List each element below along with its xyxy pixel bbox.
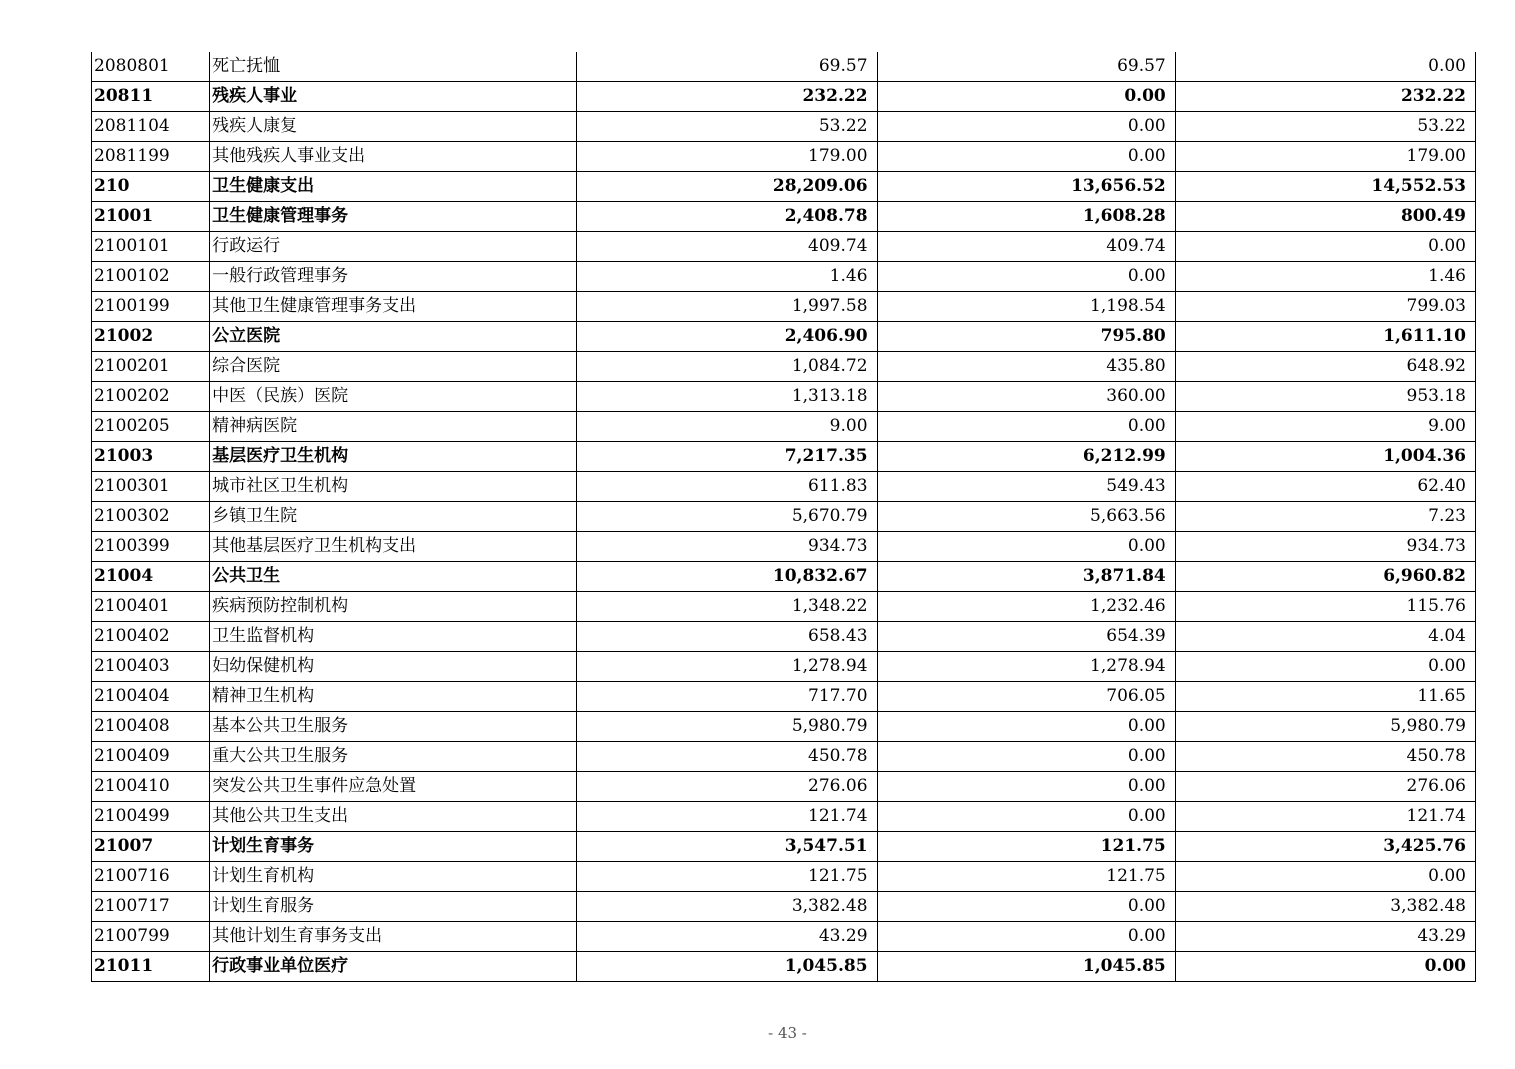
- subject-code-cell: 2100201: [92, 352, 210, 382]
- subject-name-cell: 其他残疾人事业支出: [210, 142, 577, 172]
- total-amount-cell: 1.46: [577, 262, 877, 292]
- subject-code-cell: 21003: [92, 442, 210, 472]
- subject-name-cell: 重大公共卫生服务: [210, 742, 577, 772]
- subject-code-cell: 2100205: [92, 412, 210, 442]
- basic-expense-cell: 1,608.28: [877, 202, 1175, 232]
- total-amount-cell: 2,406.90: [577, 322, 877, 352]
- basic-expense-cell: 654.39: [877, 622, 1175, 652]
- subject-name-cell: 卫生健康管理事务: [210, 202, 577, 232]
- subject-name-cell: 一般行政管理事务: [210, 262, 577, 292]
- subject-name-cell: 城市社区卫生机构: [210, 472, 577, 502]
- project-expense-cell: 0.00: [1175, 862, 1475, 892]
- subject-code-cell: 2100401: [92, 592, 210, 622]
- project-expense-cell: 62.40: [1175, 472, 1475, 502]
- subject-code-cell: 2100199: [92, 292, 210, 322]
- table-row: [92, 142, 1476, 172]
- subject-name-cell: 公共卫生: [210, 562, 577, 592]
- project-expense-cell: 6,960.82: [1175, 562, 1475, 592]
- subject-code-cell: 20811: [92, 82, 210, 112]
- subject-code-cell: 2100402: [92, 622, 210, 652]
- project-expense-cell: 934.73: [1175, 532, 1475, 562]
- subject-code-cell: 2100717: [92, 892, 210, 922]
- subject-code-cell: 2100410: [92, 772, 210, 802]
- subject-code-cell: 2100101: [92, 232, 210, 262]
- total-amount-cell: 121.74: [577, 802, 877, 832]
- table-row: [92, 502, 1476, 532]
- table-row: [92, 292, 1476, 322]
- subject-code-cell: 21002: [92, 322, 210, 352]
- project-expense-cell: 1.46: [1175, 262, 1475, 292]
- total-amount-cell: 276.06: [577, 772, 877, 802]
- table-row: [92, 472, 1476, 502]
- subject-name-cell: 精神卫生机构: [210, 682, 577, 712]
- basic-expense-cell: 1,198.54: [877, 292, 1175, 322]
- total-amount-cell: 1,997.58: [577, 292, 877, 322]
- subject-name-cell: 精神病医院: [210, 412, 577, 442]
- subject-name-cell: 其他计划生育事务支出: [210, 922, 577, 952]
- subject-code-cell: 2100399: [92, 532, 210, 562]
- project-expense-cell: 115.76: [1175, 592, 1475, 622]
- table-row: [92, 112, 1476, 142]
- total-amount-cell: 7,217.35: [577, 442, 877, 472]
- basic-expense-cell: 0.00: [877, 262, 1175, 292]
- table-row: [92, 652, 1476, 682]
- project-expense-cell: 450.78: [1175, 742, 1475, 772]
- subject-code-cell: 2100302: [92, 502, 210, 532]
- project-expense-cell: 4.04: [1175, 622, 1475, 652]
- basic-expense-cell: 706.05: [877, 682, 1175, 712]
- table-row: [92, 172, 1476, 202]
- project-expense-cell: 953.18: [1175, 382, 1475, 412]
- basic-expense-cell: 5,663.56: [877, 502, 1175, 532]
- subject-name-cell: 基层医疗卫生机构: [210, 442, 577, 472]
- table-row: [92, 562, 1476, 592]
- table-row: [92, 772, 1476, 802]
- table-row: [92, 262, 1476, 292]
- basic-expense-cell: 69.57: [877, 52, 1175, 82]
- subject-code-cell: 2100409: [92, 742, 210, 772]
- subject-name-cell: 卫生监督机构: [210, 622, 577, 652]
- subject-code-cell: 2100408: [92, 712, 210, 742]
- subject-code-cell: 2100301: [92, 472, 210, 502]
- subject-name-cell: 公立医院: [210, 322, 577, 352]
- subject-code-cell: 2100202: [92, 382, 210, 412]
- total-amount-cell: 3,547.51: [577, 832, 877, 862]
- project-expense-cell: 232.22: [1175, 82, 1475, 112]
- basic-expense-cell: 0.00: [877, 772, 1175, 802]
- subject-code-cell: 2100403: [92, 652, 210, 682]
- project-expense-cell: 53.22: [1175, 112, 1475, 142]
- project-expense-cell: 800.49: [1175, 202, 1475, 232]
- project-expense-cell: 0.00: [1175, 232, 1475, 262]
- basic-expense-cell: 795.80: [877, 322, 1175, 352]
- subject-code-cell: 21007: [92, 832, 210, 862]
- total-amount-cell: 43.29: [577, 922, 877, 952]
- table-row: [92, 322, 1476, 352]
- basic-expense-cell: 1,045.85: [877, 952, 1175, 982]
- project-expense-cell: 121.74: [1175, 802, 1475, 832]
- budget-table: [91, 52, 1476, 982]
- table-row: [92, 802, 1476, 832]
- total-amount-cell: 1,348.22: [577, 592, 877, 622]
- subject-code-cell: 2100102: [92, 262, 210, 292]
- project-expense-cell: 276.06: [1175, 772, 1475, 802]
- subject-name-cell: 计划生育机构: [210, 862, 577, 892]
- total-amount-cell: 717.70: [577, 682, 877, 712]
- subject-name-cell: 行政运行: [210, 232, 577, 262]
- subject-code-cell: 2100716: [92, 862, 210, 892]
- subject-code-cell: 2100404: [92, 682, 210, 712]
- basic-expense-cell: 0.00: [877, 412, 1175, 442]
- basic-expense-cell: 1,278.94: [877, 652, 1175, 682]
- subject-name-cell: 其他基层医疗卫生机构支出: [210, 532, 577, 562]
- basic-expense-cell: 0.00: [877, 712, 1175, 742]
- subject-name-cell: 计划生育服务: [210, 892, 577, 922]
- subject-name-cell: 死亡抚恤: [210, 52, 577, 82]
- project-expense-cell: 7.23: [1175, 502, 1475, 532]
- project-expense-cell: 179.00: [1175, 142, 1475, 172]
- total-amount-cell: 9.00: [577, 412, 877, 442]
- total-amount-cell: 3,382.48: [577, 892, 877, 922]
- subject-name-cell: 突发公共卫生事件应急处置: [210, 772, 577, 802]
- basic-expense-cell: 435.80: [877, 352, 1175, 382]
- table-row: [92, 922, 1476, 952]
- subject-name-cell: 计划生育事务: [210, 832, 577, 862]
- subject-name-cell: 基本公共卫生服务: [210, 712, 577, 742]
- project-expense-cell: 0.00: [1175, 952, 1475, 982]
- table-row: [92, 742, 1476, 772]
- table-row: [92, 232, 1476, 262]
- project-expense-cell: 648.92: [1175, 352, 1475, 382]
- basic-expense-cell: 0.00: [877, 892, 1175, 922]
- basic-expense-cell: 1,232.46: [877, 592, 1175, 622]
- table-row: [92, 952, 1476, 982]
- subject-name-cell: 残疾人康复: [210, 112, 577, 142]
- subject-name-cell: 行政事业单位医疗: [210, 952, 577, 982]
- total-amount-cell: 121.75: [577, 862, 877, 892]
- table-row: [92, 202, 1476, 232]
- budget-table-body: [92, 52, 1476, 982]
- basic-expense-cell: 409.74: [877, 232, 1175, 262]
- subject-code-cell: 2080801: [92, 52, 210, 82]
- subject-name-cell: 乡镇卫生院: [210, 502, 577, 532]
- basic-expense-cell: 0.00: [877, 142, 1175, 172]
- table-row: [92, 832, 1476, 862]
- project-expense-cell: 1,611.10: [1175, 322, 1475, 352]
- table-row: [92, 52, 1476, 82]
- basic-expense-cell: 0.00: [877, 922, 1175, 952]
- total-amount-cell: 1,313.18: [577, 382, 877, 412]
- subject-name-cell: 妇幼保健机构: [210, 652, 577, 682]
- total-amount-cell: 1,084.72: [577, 352, 877, 382]
- basic-expense-cell: 0.00: [877, 112, 1175, 142]
- table-row: [92, 712, 1476, 742]
- basic-expense-cell: 13,656.52: [877, 172, 1175, 202]
- project-expense-cell: 9.00: [1175, 412, 1475, 442]
- total-amount-cell: 450.78: [577, 742, 877, 772]
- project-expense-cell: 3,382.48: [1175, 892, 1475, 922]
- table-row: [92, 622, 1476, 652]
- total-amount-cell: 409.74: [577, 232, 877, 262]
- table-row: [92, 892, 1476, 922]
- total-amount-cell: 5,670.79: [577, 502, 877, 532]
- subject-code-cell: 21001: [92, 202, 210, 232]
- basic-expense-cell: 6,212.99: [877, 442, 1175, 472]
- subject-name-cell: 疾病预防控制机构: [210, 592, 577, 622]
- table-row: [92, 862, 1476, 892]
- total-amount-cell: 1,278.94: [577, 652, 877, 682]
- total-amount-cell: 658.43: [577, 622, 877, 652]
- subject-code-cell: 2100499: [92, 802, 210, 832]
- table-row: [92, 592, 1476, 622]
- project-expense-cell: 3,425.76: [1175, 832, 1475, 862]
- basic-expense-cell: 0.00: [877, 532, 1175, 562]
- project-expense-cell: 43.29: [1175, 922, 1475, 952]
- subject-code-cell: 21004: [92, 562, 210, 592]
- project-expense-cell: 11.65: [1175, 682, 1475, 712]
- table-row: [92, 382, 1476, 412]
- subject-code-cell: 21011: [92, 952, 210, 982]
- table-row: [92, 352, 1476, 382]
- project-expense-cell: 0.00: [1175, 652, 1475, 682]
- total-amount-cell: 2,408.78: [577, 202, 877, 232]
- basic-expense-cell: 3,871.84: [877, 562, 1175, 592]
- subject-code-cell: 2081104: [92, 112, 210, 142]
- table-row: [92, 442, 1476, 472]
- total-amount-cell: 53.22: [577, 112, 877, 142]
- table-row: [92, 682, 1476, 712]
- total-amount-cell: 1,045.85: [577, 952, 877, 982]
- basic-expense-cell: 0.00: [877, 82, 1175, 112]
- subject-code-cell: 210: [92, 172, 210, 202]
- total-amount-cell: 179.00: [577, 142, 877, 172]
- basic-expense-cell: 0.00: [877, 742, 1175, 772]
- subject-name-cell: 其他卫生健康管理事务支出: [210, 292, 577, 322]
- table-row: [92, 82, 1476, 112]
- table-row: [92, 412, 1476, 442]
- subject-name-cell: 其他公共卫生支出: [210, 802, 577, 832]
- subject-code-cell: 2081199: [92, 142, 210, 172]
- basic-expense-cell: 549.43: [877, 472, 1175, 502]
- page-number: - 43 -: [768, 1024, 807, 1042]
- subject-name-cell: 卫生健康支出: [210, 172, 577, 202]
- basic-expense-cell: 121.75: [877, 832, 1175, 862]
- project-expense-cell: 1,004.36: [1175, 442, 1475, 472]
- project-expense-cell: 0.00: [1175, 52, 1475, 82]
- total-amount-cell: 611.83: [577, 472, 877, 502]
- project-expense-cell: 14,552.53: [1175, 172, 1475, 202]
- subject-name-cell: 综合医院: [210, 352, 577, 382]
- basic-expense-cell: 0.00: [877, 802, 1175, 832]
- subject-name-cell: 残疾人事业: [210, 82, 577, 112]
- basic-expense-cell: 360.00: [877, 382, 1175, 412]
- total-amount-cell: 934.73: [577, 532, 877, 562]
- total-amount-cell: 5,980.79: [577, 712, 877, 742]
- project-expense-cell: 5,980.79: [1175, 712, 1475, 742]
- subject-code-cell: 2100799: [92, 922, 210, 952]
- basic-expense-cell: 121.75: [877, 862, 1175, 892]
- total-amount-cell: 69.57: [577, 52, 877, 82]
- total-amount-cell: 28,209.06: [577, 172, 877, 202]
- project-expense-cell: 799.03: [1175, 292, 1475, 322]
- total-amount-cell: 232.22: [577, 82, 877, 112]
- subject-name-cell: 中医（民族）医院: [210, 382, 577, 412]
- total-amount-cell: 10,832.67: [577, 562, 877, 592]
- table-row: [92, 532, 1476, 562]
